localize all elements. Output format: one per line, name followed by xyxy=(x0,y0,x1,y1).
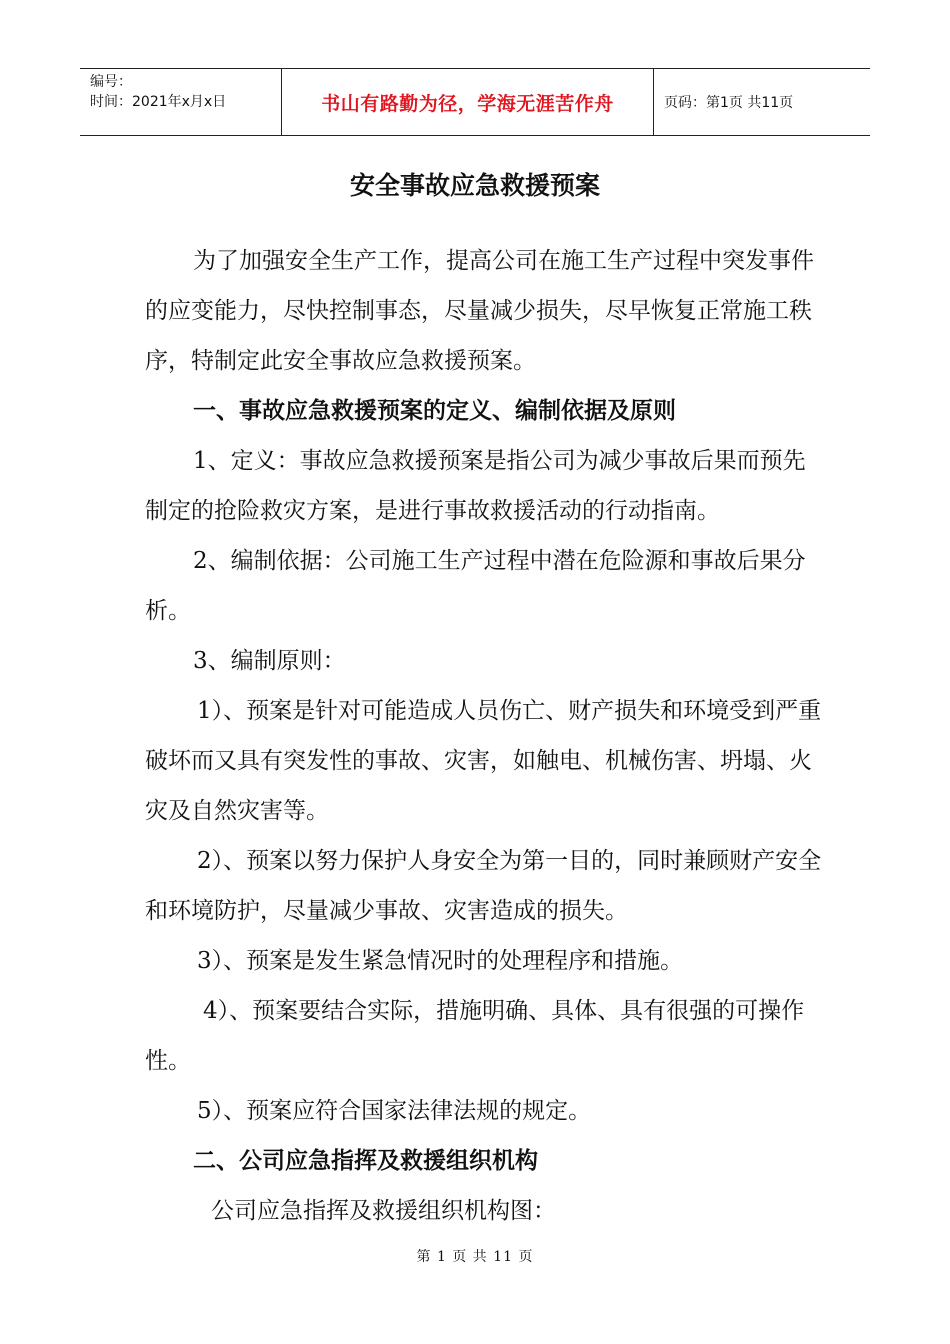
page-header xyxy=(80,68,870,136)
document-code-label: 编号： xyxy=(90,74,132,90)
principle-item-1: 1）、预案是针对可能造成人员伤亡、财产损失和环境受到严重破坏而又具有突发性的事故、灾害，如触电、机械伤害、坍塌、火灾及自然灾害等。 xyxy=(145,698,822,824)
document-date: 时间：2021年x月x日 xyxy=(90,94,227,110)
principle-item-2: 2）、预案以努力保护人身安全为第一目的，同时兼顾财产安全和环境防护，尽量减少事故、灾害造成的损失。 xyxy=(145,848,822,924)
document-body xyxy=(145,236,825,1236)
basis-paragraph: 2、编制依据：公司施工生产过程中潜在危险源和事故后果分析。 xyxy=(145,548,806,624)
principles-paragraph: 3、编制原则： xyxy=(193,648,346,674)
header-page-info: 页码：第1页 共11页 xyxy=(664,95,794,111)
document-title: 安全事故应急救援预案 xyxy=(349,171,600,200)
principle-item-3: 3）、预案是发生紧急情况时的处理程序和措施。 xyxy=(197,948,684,974)
principle-item-4: 4）、预案要结合实际，措施明确、具体、具有很强的可操作性。 xyxy=(145,998,805,1074)
header-meta xyxy=(80,69,282,135)
definition-paragraph: 1、定义：事故应急救援预案是指公司为减少事故后果而预先制定的抢险救灾方案，是进行事故救援活动的行动指南。 xyxy=(145,448,806,524)
section-heading-1: 一、事故应急救援预案的定义、编制依据及原则 xyxy=(193,398,676,424)
page-footer: 第 1 页 共 11 页 xyxy=(416,1249,534,1265)
intro-paragraph: 为了加强安全生产工作，提高公司在施工生产过程中突发事件的应变能力，尽快控制事态，尽量减少损失，尽早恢复正常施工秩序，特制定此安全事故应急救援预案。 xyxy=(145,248,814,374)
org-chart-caption: 公司应急指挥及救援组织机构图： xyxy=(211,1198,556,1224)
principle-item-5: 5）、预案应符合国家法律法规的规定。 xyxy=(197,1098,592,1124)
header-motto: 书山有路勤为径，学海无涯苦作舟 xyxy=(282,69,654,135)
section-heading-2: 二、公司应急指挥及救援组织机构 xyxy=(193,1148,538,1174)
